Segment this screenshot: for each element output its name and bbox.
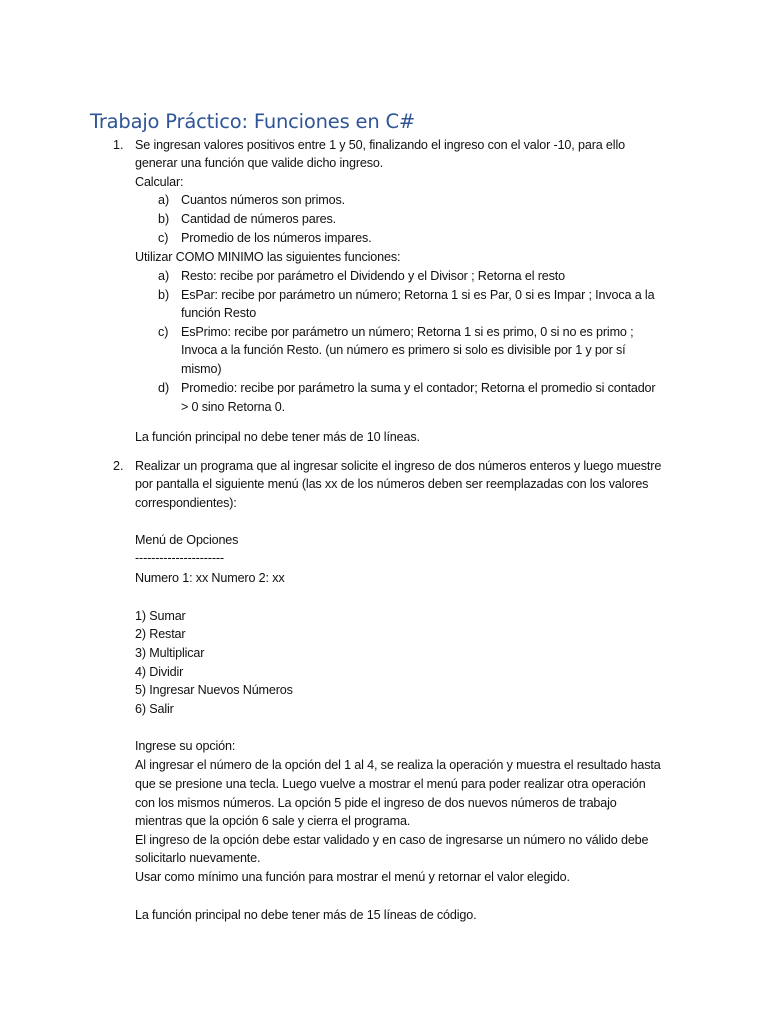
calcular-item: Promedio de los números impares.: [181, 231, 372, 245]
menu-option: 6) Salir: [135, 702, 174, 716]
calcular-item: Cantidad de números pares.: [181, 212, 337, 226]
utilizar-label: Utilizar COMO MINIMO las siguientes funciones:: [135, 250, 401, 264]
funcion-line: Invoca a la función Resto. (un número es primero si solo es divisible por 1 y por sí: [181, 343, 626, 357]
item-2-number: 2.: [113, 459, 124, 473]
menu-prompt: Ingrese su opción:: [135, 739, 236, 753]
description-line: con los mismos números. La opción 5 pide el ingreso de dos nuevos números de trabajo: [135, 796, 617, 810]
item-2-intro-line: correspondientes):: [135, 496, 237, 510]
funcion-letter: b): [158, 288, 170, 302]
calcular-letter: a): [158, 193, 170, 207]
funcion-line: Promedio: recibe por parámetro la suma y el contador; Retorna el promedio si contador: [181, 381, 656, 395]
description-line: Al ingresar el número de la opción del 1 al 4, se realiza la operación y muestra el resultado hasta: [135, 758, 661, 772]
item-2-intro-line: Realizar un programa que al ingresar solicite el ingreso de dos números enteros y luego muestre: [135, 459, 662, 473]
description-line: Usar como mínimo una función para mostrar el menú y retornar el valor elegido.: [135, 870, 570, 884]
funcion-line: EsPar: recibe por parámetro un número; Retorna 1 si es Par, 0 si es Impar ; Invoca a la: [181, 288, 655, 302]
menu-option: 1) Sumar: [135, 609, 186, 623]
item-1-intro-line: generar una función que valide dicho ingreso.: [135, 156, 384, 170]
funcion-line: EsPrimo: recibe por parámetro un número; Retorna 1 si es primo, 0 si no es primo ;: [181, 325, 634, 339]
menu-option: 2) Restar: [135, 627, 186, 641]
document-title: Trabajo Práctico: Funciones en C#: [90, 110, 416, 133]
calcular-label: Calcular:: [135, 175, 184, 189]
funcion-line: mismo): [181, 362, 222, 376]
funcion-letter: d): [158, 381, 170, 395]
funcion-letter: c): [158, 325, 169, 339]
menu-option: 4) Dividir: [135, 665, 184, 679]
description-line: solicitarlo nuevamente.: [135, 851, 261, 865]
description-line: El ingreso de la opción debe estar validado y en caso de ingresarse un número no válido debe: [135, 833, 649, 847]
menu-numbers: Numero 1: xx Numero 2: xx: [135, 571, 285, 585]
item-1-intro-line: Se ingresan valores positivos entre 1 y 50, finalizando el ingreso con el valor -10, para ello: [135, 138, 625, 152]
menu-option: 5) Ingresar Nuevos Números: [135, 683, 293, 697]
menu-rule: ----------------------: [135, 551, 224, 565]
funcion-line: Resto: recibe por parámetro el Dividendo y el Divisor ; Retorna el resto: [181, 269, 565, 283]
description-line: mientras que la opción 6 sale y cierra el programa.: [135, 814, 411, 828]
calcular-letter: c): [158, 231, 169, 245]
description-line: que se presione una tecla. Luego vuelve a mostrar el menú para poder realizar otra operación: [135, 777, 646, 791]
funcion-letter: a): [158, 269, 170, 283]
calcular-item: Cuantos números son primos.: [181, 193, 345, 207]
item-1-number: 1.: [113, 138, 124, 152]
funcion-line: función Resto: [181, 306, 257, 320]
funcion-line: > 0 sino Retorna 0.: [181, 400, 285, 414]
menu-title: Menú de Opciones: [135, 533, 239, 547]
item-2-note: La función principal no debe tener más de 15 líneas de código.: [135, 908, 477, 922]
menu-option: 3) Multiplicar: [135, 646, 205, 660]
item-1-note: La función principal no debe tener más de 10 líneas.: [135, 430, 420, 444]
item-2-intro-line: por pantalla el siguiente menú (las xx de los números deben ser reemplazadas con los valores: [135, 477, 649, 491]
calcular-letter: b): [158, 212, 170, 226]
